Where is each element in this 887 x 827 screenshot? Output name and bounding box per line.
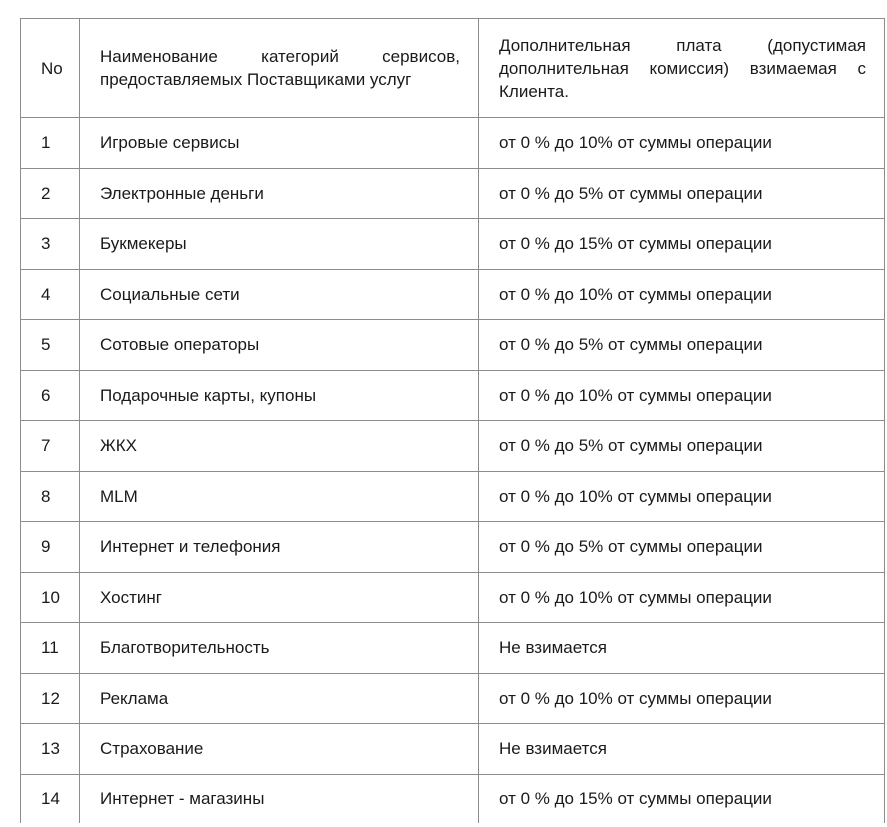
cell-no: 2	[21, 168, 80, 219]
cell-fee: от 0 % до 10% от суммы операции	[479, 269, 885, 320]
cell-fee: от 0 % до 10% от суммы операции	[479, 370, 885, 421]
cell-category: Букмекеры	[80, 219, 479, 270]
table-row	[21, 320, 885, 371]
cell-fee: от 0 % до 5% от суммы операции	[479, 320, 885, 371]
cell-no: 14	[21, 774, 80, 823]
cell-no: 1	[21, 118, 80, 169]
cell-category: Интернет и телефония	[80, 522, 479, 573]
cell-fee: от 0 % до 15% от суммы операции	[479, 219, 885, 270]
fees-table	[20, 18, 885, 823]
table-row	[21, 219, 885, 270]
cell-category: Сотовые операторы	[80, 320, 479, 371]
cell-fee: от 0 % до 5% от суммы операции	[479, 421, 885, 472]
cell-fee: от 0 % до 10% от суммы операции	[479, 572, 885, 623]
cell-category: Электронные деньги	[80, 168, 479, 219]
table-row	[21, 522, 885, 573]
cell-no: 9	[21, 522, 80, 573]
table-row	[21, 774, 885, 823]
cell-category: Страхование	[80, 724, 479, 775]
header-category: Наименование категорий сервисов, предоставляемых Поставщиками услуг	[80, 19, 479, 118]
cell-fee: от 0 % до 10% от суммы операции	[479, 673, 885, 724]
cell-no: 10	[21, 572, 80, 623]
header-no: No	[21, 19, 80, 118]
cell-category: Хостинг	[80, 572, 479, 623]
table-row	[21, 623, 885, 674]
cell-category: Благотворительность	[80, 623, 479, 674]
cell-no: 3	[21, 219, 80, 270]
cell-category: Игровые сервисы	[80, 118, 479, 169]
header-fee: Дополнительная плата (допустимая дополнительная комиссия) взимаемая с Клиента.	[479, 19, 885, 118]
cell-fee: от 0 % до 5% от суммы операции	[479, 168, 885, 219]
cell-fee: от 0 % до 5% от суммы операции	[479, 522, 885, 573]
cell-fee: Не взимается	[479, 724, 885, 775]
cell-no: 11	[21, 623, 80, 674]
table-row	[21, 118, 885, 169]
table-row	[21, 370, 885, 421]
cell-category: Интернет - магазины	[80, 774, 479, 823]
cell-fee: от 0 % до 10% от суммы операции	[479, 471, 885, 522]
table-row	[21, 572, 885, 623]
cell-no: 12	[21, 673, 80, 724]
table-row	[21, 471, 885, 522]
cell-fee: от 0 % до 15% от суммы операции	[479, 774, 885, 823]
cell-fee: Не взимается	[479, 623, 885, 674]
table-row	[21, 421, 885, 472]
cell-fee: от 0 % до 10% от суммы операции	[479, 118, 885, 169]
cell-category: ЖКХ	[80, 421, 479, 472]
cell-no: 6	[21, 370, 80, 421]
cell-category: Подарочные карты, купоны	[80, 370, 479, 421]
cell-category: Реклама	[80, 673, 479, 724]
cell-category: Социальные сети	[80, 269, 479, 320]
table-row	[21, 269, 885, 320]
table-header-row	[21, 19, 885, 118]
table-row	[21, 724, 885, 775]
cell-no: 4	[21, 269, 80, 320]
table-row	[21, 168, 885, 219]
cell-no: 5	[21, 320, 80, 371]
cell-no: 7	[21, 421, 80, 472]
cell-no: 13	[21, 724, 80, 775]
cell-no: 8	[21, 471, 80, 522]
table-row	[21, 673, 885, 724]
cell-category: MLM	[80, 471, 479, 522]
